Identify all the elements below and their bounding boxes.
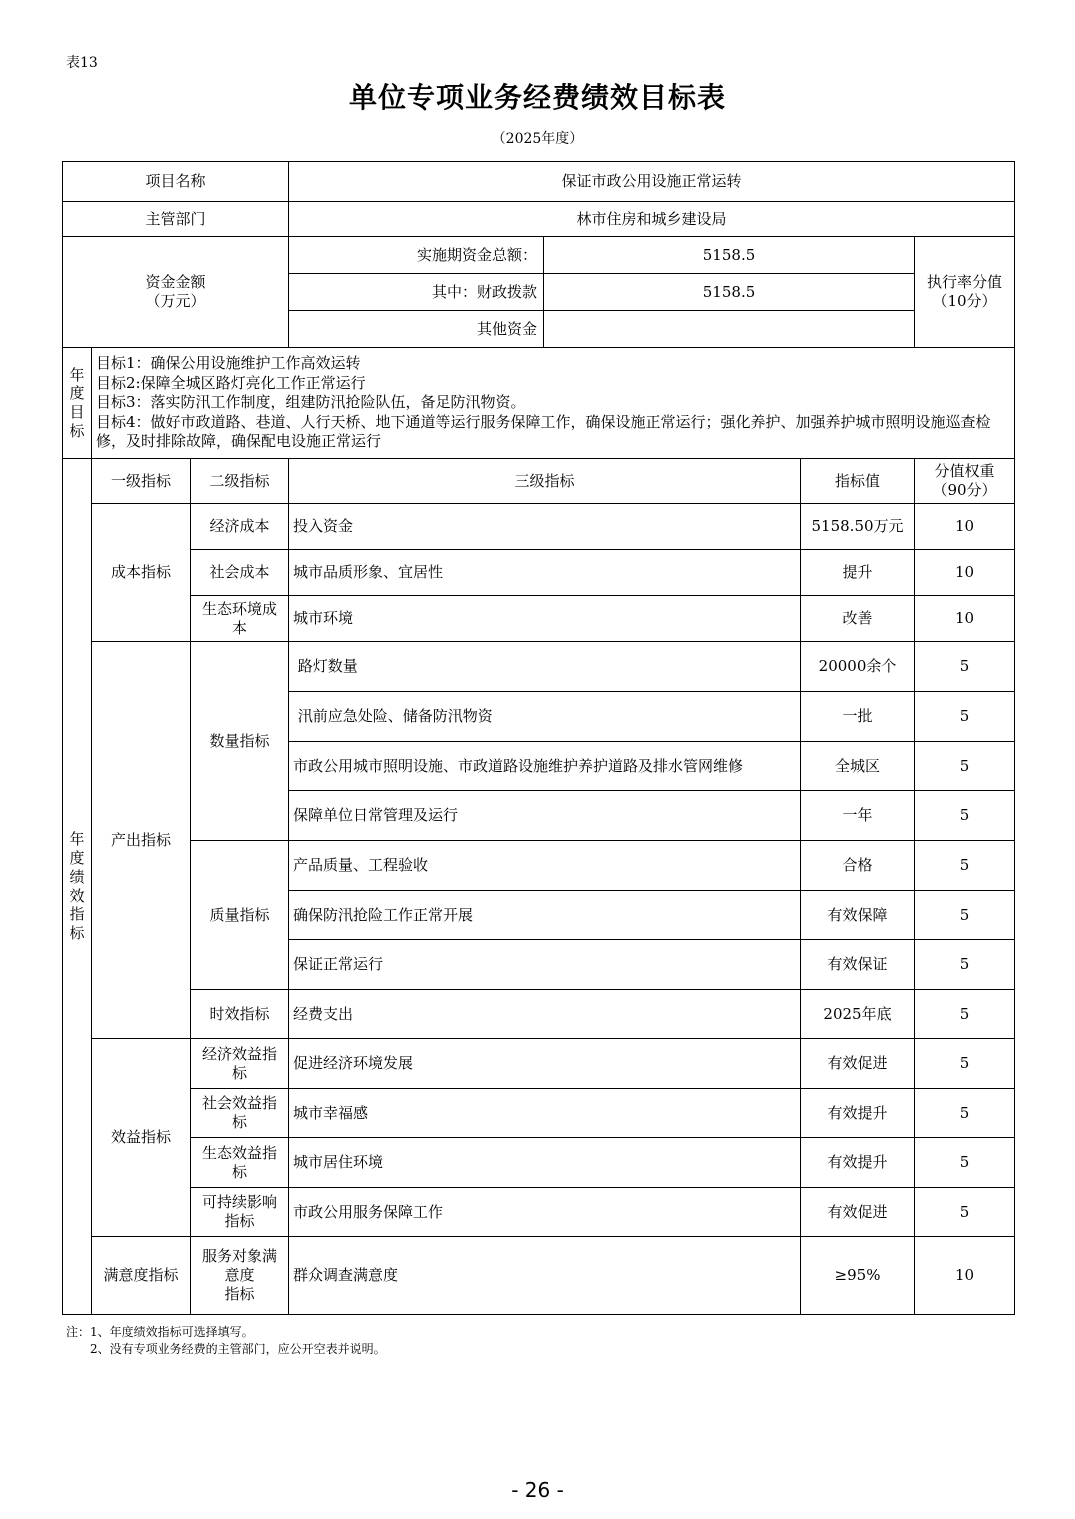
level3-cell: 路灯数量 [289,642,801,692]
table-row [63,1138,1015,1188]
value-cell: 合格 [801,841,915,891]
level3-cell: 投入资金 [289,504,801,550]
level2-cell: 数量指标 [191,642,289,841]
value-cell: 一批 [801,692,915,742]
note-line: 2、没有专项业务经费的主管部门，应公开空表并说明。 [90,1342,386,1357]
funds-total-label: 实施期资金总额： [289,237,544,274]
level1-cell: 成本指标 [92,504,191,642]
funds-other-label: 其他资金 [289,311,544,348]
level2-cell: 时效指标 [191,990,289,1039]
level3-cell: 城市幸福感 [289,1089,801,1138]
weight-cell: 5 [915,692,1015,742]
header-level1: 一级指标 [92,459,191,504]
weight-cell: 5 [915,990,1015,1039]
project-name-value: 保证市政公用设施正常运转 [289,162,1015,202]
weight-cell: 5 [915,940,1015,990]
annual-goals-content [92,348,1015,459]
level3-cell: 城市环境 [289,596,801,642]
weight-cell: 5 [915,742,1015,791]
dept-value: 林市住房和城乡建设局 [289,202,1015,237]
weight-cell: 5 [915,791,1015,841]
weight-cell: 10 [915,504,1015,550]
header-value: 指标值 [801,459,915,504]
level3-cell: 保障单位日常管理及运行 [289,791,801,841]
table-row [63,596,1015,642]
execution-rate-label: 执行率分值 （10分） [915,237,1015,348]
table-row [63,1188,1015,1237]
header-weight: 分值权重 （90分） [915,459,1015,504]
goal-item: 目标2:保障全城区路灯亮化工作正常运行 [96,373,366,392]
value-cell: 有效保障 [801,891,915,940]
level3-cell: 市政公用服务保障工作 [289,1188,801,1237]
level2-cell: 经济成本 [191,504,289,550]
value-cell: ≥95% [801,1237,915,1315]
funds-other-value [544,311,915,348]
annual-goals-row [63,348,1015,459]
indicator-header-row [63,459,1015,504]
level2-cell: 服务对象满意度 指标 [191,1237,289,1315]
weight-cell: 5 [915,841,1015,891]
annual-goals-label: 年度目标 [63,348,92,459]
value-cell: 20000余个 [801,642,915,692]
table-row [63,841,1015,891]
table-row [63,504,1015,550]
level2-cell: 社会成本 [191,550,289,596]
level1-cell: 满意度指标 [92,1237,191,1315]
level3-cell: 产品质量、工程验收 [289,841,801,891]
value-cell: 一年 [801,791,915,841]
goal-item: 目标3：落实防汛工作制度，组建防汛抢险队伍，备足防汛物资。 [96,393,526,412]
performance-target-table [62,161,1015,1315]
value-cell: 有效提升 [801,1138,915,1188]
level3-cell: 经费支出 [289,990,801,1039]
weight-cell: 5 [915,1138,1015,1188]
level2-cell: 可持续影响指标 [191,1188,289,1237]
level2-cell: 生态效益指标 [191,1138,289,1188]
goal-item: 目标1：确保公用设施维护工作高效运转 [96,354,361,373]
table-row [63,550,1015,596]
value-cell: 有效促进 [801,1039,915,1089]
level3-cell: 市政公用城市照明设施、市政道路设施维护养护道路及排水管网维修 [289,742,801,791]
weight-cell: 5 [915,891,1015,940]
table-number: 表13 [66,55,98,71]
level1-cell: 效益指标 [92,1039,191,1237]
level3-cell: 确保防汛抢险工作正常开展 [289,891,801,940]
funds-fiscal-label: 其中：财政拨款 [289,274,544,311]
level3-cell: 城市居住环境 [289,1138,801,1188]
note-line: 注：1、年度绩效指标可选择填写。 [66,1325,254,1339]
header-level2: 二级指标 [191,459,289,504]
level3-cell: 促进经济环境发展 [289,1039,801,1089]
value-cell: 有效促进 [801,1188,915,1237]
value-cell: 改善 [801,596,915,642]
year-subtitle: （2025年度） [491,131,584,147]
header-level3: 三级指标 [289,459,801,504]
value-cell: 2025年底 [801,990,915,1039]
value-cell: 5158.50万元 [801,504,915,550]
goal-item: 目标4：做好市政道路、巷道、人行天桥、地下通道等运行服务保障工作，确保设施正常运行；强化养护、加强养护城市照明设施巡查检修，及时排除故障，确保配电设施正常运行 [96,412,991,451]
funds-label: 资金金额 （万元） [63,237,289,348]
dept-label: 主管部门 [63,202,289,237]
table-row [63,642,1015,692]
value-cell: 有效保证 [801,940,915,990]
level2-cell: 社会效益指标 [191,1089,289,1138]
level2-cell: 经济效益指标 [191,1039,289,1089]
funds-total-value: 5158.5 [544,237,915,274]
level2-cell: 生态环境成本 [191,596,289,642]
table-row [63,1039,1015,1089]
value-cell: 全城区 [801,742,915,791]
weight-cell: 5 [915,642,1015,692]
weight-cell: 5 [915,1039,1015,1089]
page-title: 单位专项业务经费绩效目标表 [348,81,726,114]
funds-total-row [63,237,1015,274]
table-row [63,990,1015,1039]
page-number: - 26 - [511,1478,564,1502]
table-row [63,1089,1015,1138]
level3-cell: 保证正常运行 [289,940,801,990]
dept-row [63,202,1015,237]
project-name-label: 项目名称 [63,162,289,202]
table-row [63,1237,1015,1315]
level3-cell: 汛前应急处险、储备防汛物资 [289,692,801,742]
funds-fiscal-value: 5158.5 [544,274,915,311]
weight-cell: 5 [915,1188,1015,1237]
weight-cell: 10 [915,596,1015,642]
table-notes [66,1324,386,1359]
value-cell: 提升 [801,550,915,596]
weight-cell: 10 [915,550,1015,596]
level2-cell: 质量指标 [191,841,289,990]
weight-cell: 5 [915,1089,1015,1138]
value-cell: 有效提升 [801,1089,915,1138]
level3-cell: 城市品质形象、宜居性 [289,550,801,596]
level1-cell: 产出指标 [92,642,191,1039]
project-name-row [63,162,1015,202]
annual-indicators-label: 年度绩效指标 [63,459,92,1315]
weight-cell: 10 [915,1237,1015,1315]
level3-cell: 群众调查满意度 [289,1237,801,1315]
